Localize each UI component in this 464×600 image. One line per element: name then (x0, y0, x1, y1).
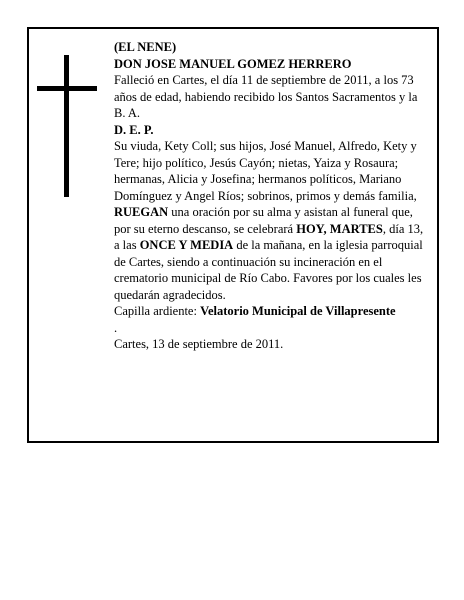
dep-text: D. E. P. (114, 122, 154, 137)
time-bold: ONCE Y MEDIA (139, 238, 234, 252)
death-statement: Falleció en Cartes, el día 11 de septiembre de 2011, a los 73 años de edad, habiendo recibido los Santos Sacramentos y la B. A. (114, 73, 418, 120)
obituary-text (114, 39, 427, 353)
chapel-line (114, 303, 427, 320)
cross-vertical-bar (64, 55, 69, 197)
signoff: Cartes, 13 de septiembre de 2011. (114, 337, 284, 351)
chapel-label: Capilla ardiente: (114, 304, 201, 318)
location-text: de la mañana, en la iglesia parroquial de Cartes, siendo a continuación su incineración en el crematorio municipal de Río Cabo. Favores por los cuales les quedarán agradecidos. (114, 238, 423, 302)
chapel-name: Velatorio Municipal de Villapresente (200, 304, 396, 318)
cross-icon (37, 55, 97, 197)
cross-horizontal-bar (37, 86, 97, 91)
nickname: (EL NENE) (114, 40, 177, 54)
funeral-request (114, 204, 427, 303)
chapel-end: . (114, 320, 118, 335)
request-text: una oración por su alma y asistan al funeral que, por su eterno descanso, se celebrará (114, 205, 413, 236)
today-bold: HOY, MARTES (296, 221, 383, 236)
deceased-name: DON JOSE MANUEL GOMEZ HERRERO (114, 56, 352, 71)
request-bold: RUEGAN (114, 205, 169, 219)
family-list: Su viuda, Kety Coll; sus hijos, José Manuel, Alfredo, Kety y Tere; hijo político, Jesús Cayón; nietas, Yaiza y Rosaura; hermanas, Alicia y Josefina; hermanos políticos, Mariano Domínguez y Angel Ríos; sobrinos, primos y demás familia, (114, 139, 417, 203)
date-text: , día 13, a las (114, 221, 424, 252)
